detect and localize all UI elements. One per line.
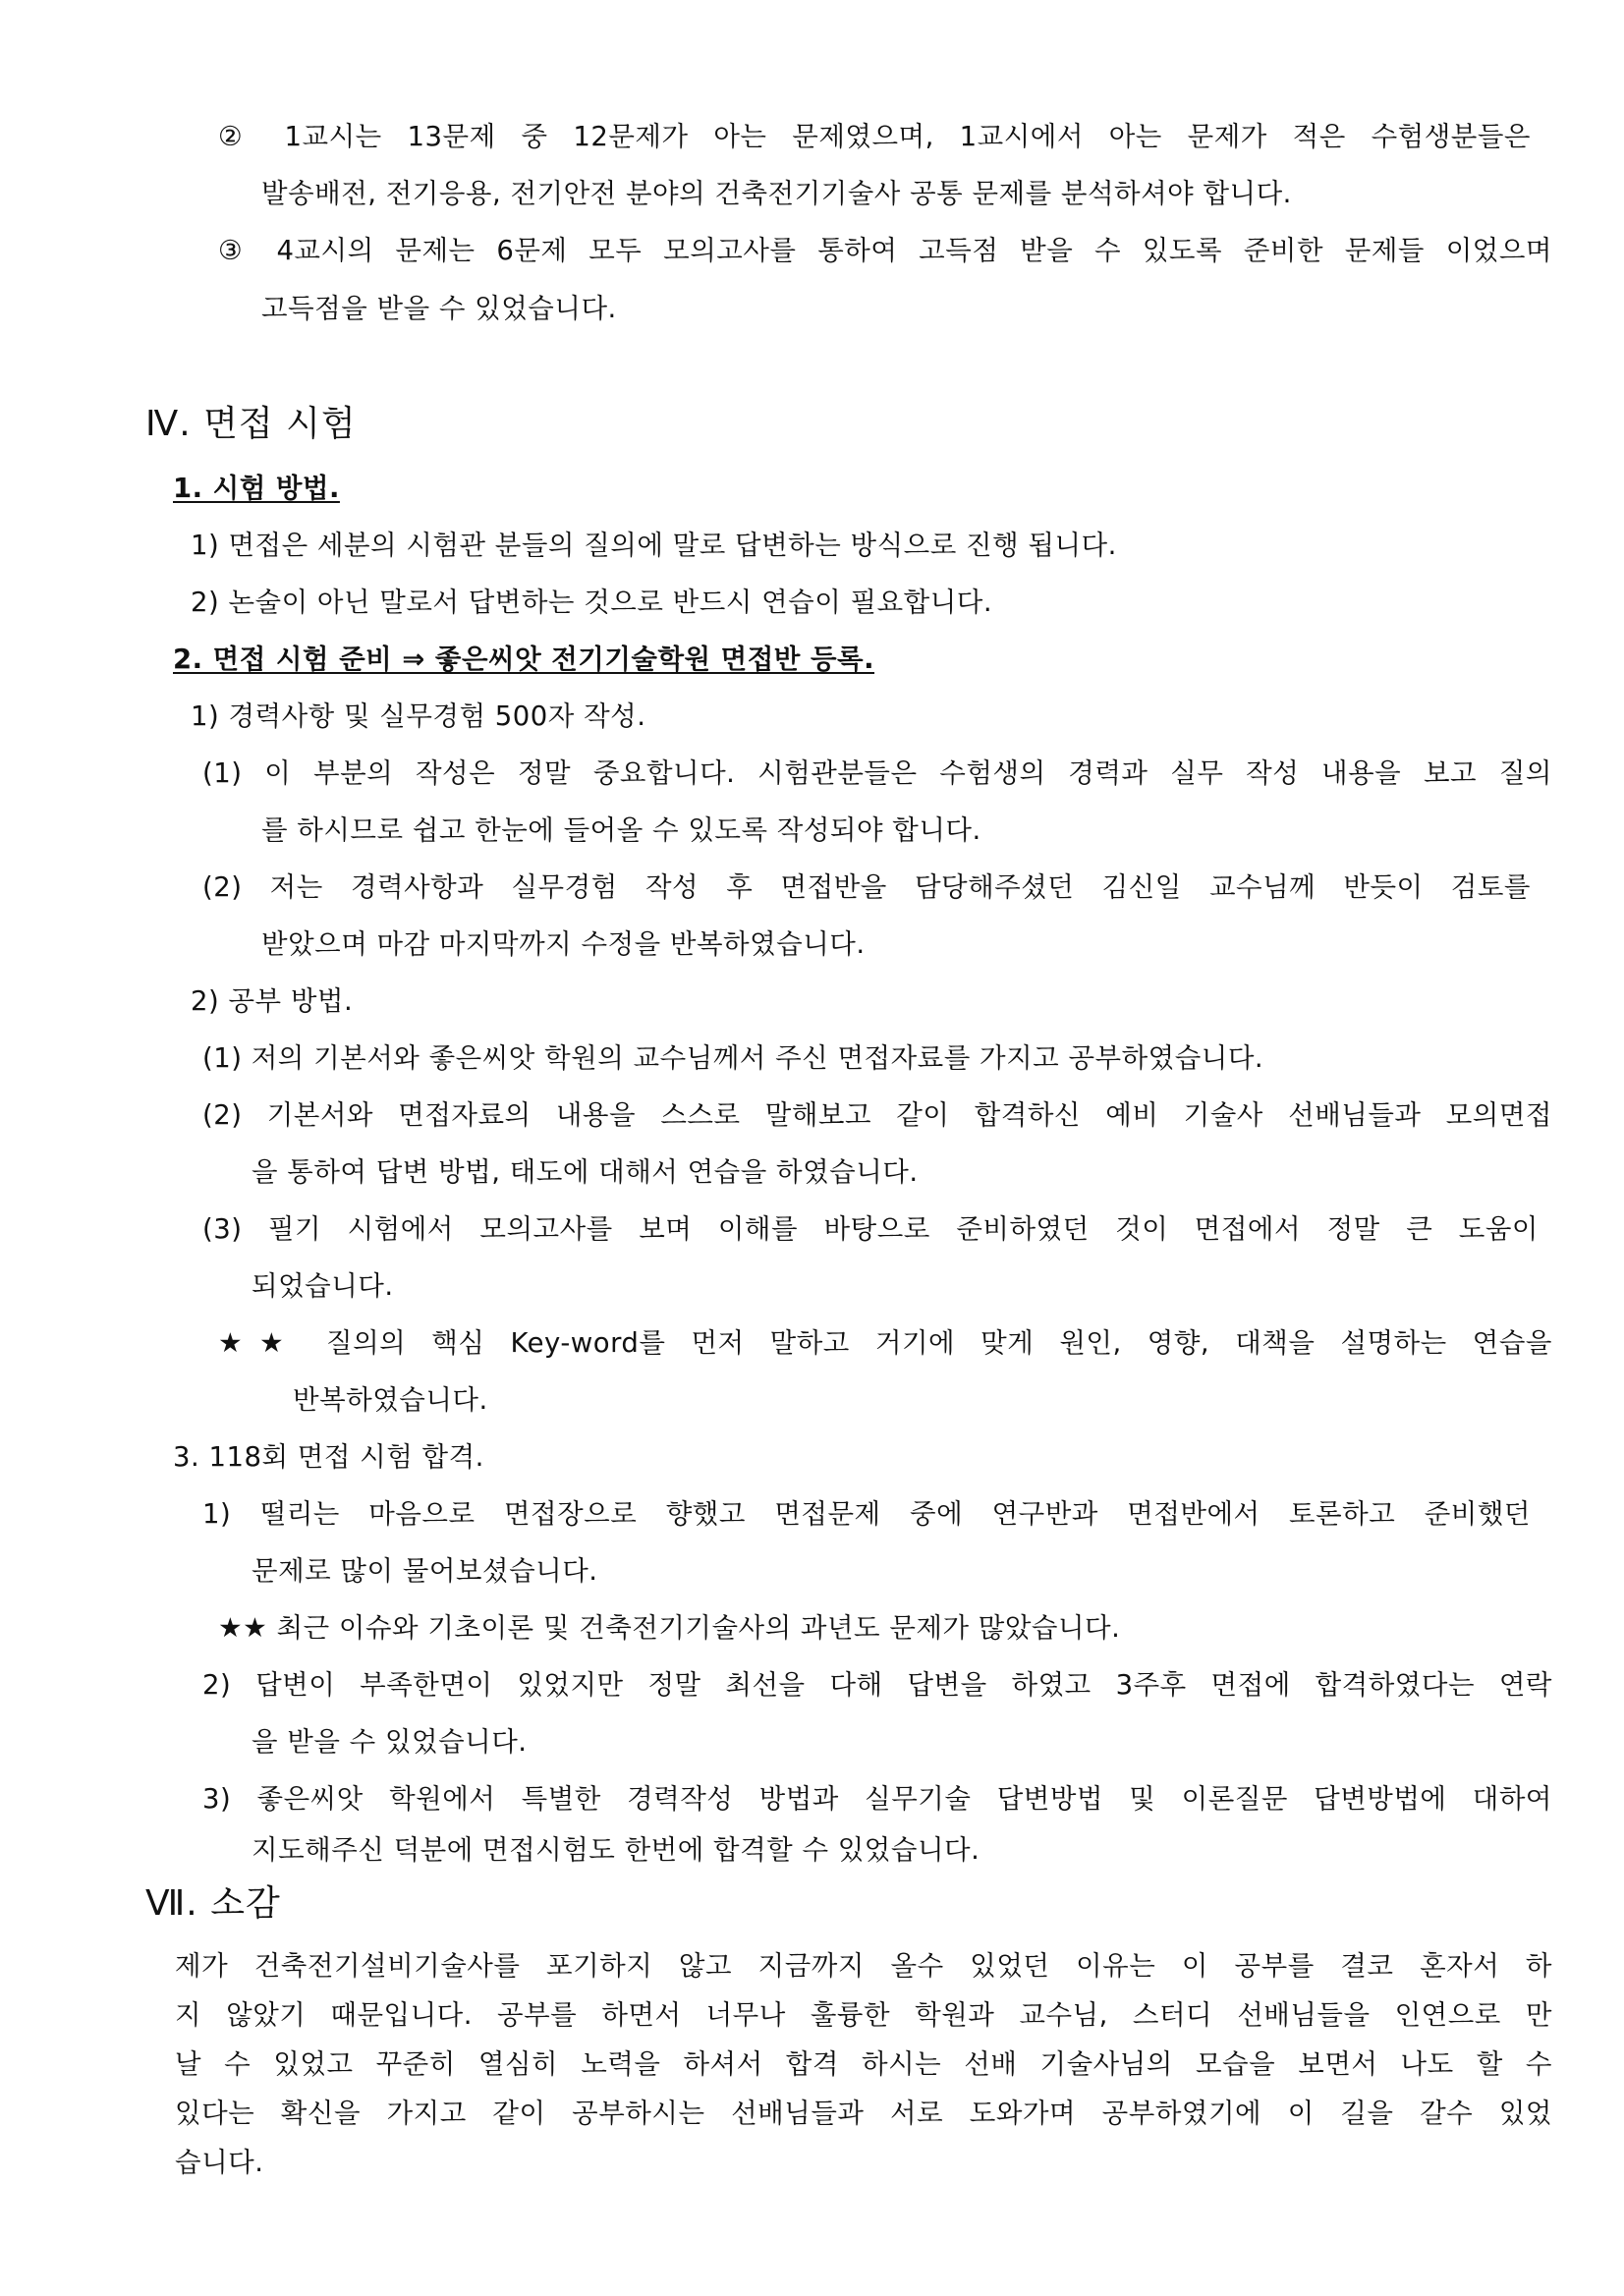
study-item-3-line-1: (3) 필기 시험에서 모의고사를 보며 이해를 바탕으로 준비하였던 것이 면접에서 정말 큰 도움이 xyxy=(202,1213,1539,1245)
exam-item-2-line-1: ② 1교시는 13문제 중 12문제가 아는 문제였으며, 1교시에서 아는 문제가 적은 수험생분들은 xyxy=(218,121,1531,152)
study-item-1: (1) 저의 기본서와 좋은씨앗 학원의 교수님께서 주신 면접자료를 가지고 공부하였습니다. xyxy=(202,1042,1264,1074)
method-item-1: 1) 면접은 세분의 시험관 분들의 질의에 말로 답변하는 방식으로 진행 됩니다. xyxy=(191,530,1117,561)
prep-item-1: 1) 경력사항 및 실무경험 500자 작성. xyxy=(191,700,646,732)
reflection-line-3: 날 수 있었고 꾸준히 열심히 노력을 하셔서 합격 하시는 선배 기술사님의 모습을 보면서 나도 할 수 xyxy=(175,2048,1552,2080)
section-4-heading: Ⅳ. 면접 시험 xyxy=(145,404,357,444)
pass-item-2-line-1: 2) 답변이 부족한면이 있었지만 정말 최선을 다해 답변을 하였고 3주후 면접에 합격하였다는 연락 xyxy=(202,1669,1552,1701)
exam-item-3-line-1: ③ 4교시의 문제는 6문제 모두 모의고사를 통하여 고득점 받을 수 있도록 준비한 문제들 이었으며 xyxy=(218,235,1552,266)
reflection-line-1: 제가 건축전기설비기술사를 포기하지 않고 지금까지 올수 있었던 이유는 이 공부를 결코 혼자서 하 xyxy=(175,1950,1552,1982)
pass-item-2-line-2: 을 받을 수 있었습니다. xyxy=(252,1726,528,1758)
subsection-3-title: 3. 118회 면접 시험 합격. xyxy=(173,1441,484,1473)
study-tip-line-1: ★★ 질의의 핵심 Key-word를 먼저 말하고 거기에 맞게 원인, 영향, 대책을 설명하는 연습을 xyxy=(218,1327,1552,1359)
section-7-heading: Ⅶ. 소감 xyxy=(145,1883,281,1924)
pass-item-3-line-1: 3) 좋은씨앗 학원에서 특별한 경력작성 방법과 실무기술 답변방법 및 이론질문 답변방법에 대하여 xyxy=(202,1783,1552,1815)
pass-tip: ★★ 최근 이슈와 기초이론 및 건축전기기술사의 과년도 문제가 많았습니다. xyxy=(218,1612,1121,1644)
pass-item-3-line-2: 지도해주신 덕분에 면접시험도 한번에 합격할 수 있었습니다. xyxy=(252,1834,980,1866)
study-item-2-line-2: 을 통하여 답변 방법, 태도에 대해서 연습을 하였습니다. xyxy=(252,1156,919,1188)
study-tip-line-2: 반복하였습니다. xyxy=(293,1384,488,1416)
exam-item-3-line-2: 고득점을 받을 수 있었습니다. xyxy=(261,293,617,324)
prep-item-1-2-line-1: (2) 저는 경력사항과 실무경험 작성 후 면접반을 담당해주셨던 김신일 교수님께 반듯이 검토를 xyxy=(202,871,1531,903)
method-item-2: 2) 논술이 아닌 말로서 답변하는 것으로 반드시 연습이 필요합니다. xyxy=(191,587,993,618)
subsection-1-title: 1. 시험 방법. xyxy=(173,473,340,504)
study-item-3-line-2: 되었습니다. xyxy=(252,1270,394,1302)
prep-item-1-1-line-2: 를 하시므로 쉽고 한눈에 들어올 수 있도록 작성되야 합니다. xyxy=(261,814,981,846)
pass-item-1-line-1: 1) 떨리는 마음으로 면접장으로 향했고 면접문제 중에 연구반과 면접반에서 토론하고 준비했던 xyxy=(202,1498,1531,1530)
exam-item-2-line-2: 발송배전, 전기응용, 전기안전 분야의 건축전기기술사 공통 문제를 분석하셔야 합니다. xyxy=(261,178,1292,209)
reflection-line-2: 지 않았기 때문입니다. 공부를 하면서 너무나 훌륭한 학원과 교수님, 스터디 선배님들을 인연으로 만 xyxy=(175,1999,1552,2031)
study-method-title: 2) 공부 방법. xyxy=(191,985,354,1017)
subsection-2-title: 2. 면접 시험 준비 ⇒ 좋은씨앗 전기기술학원 면접반 등록. xyxy=(173,644,875,675)
study-item-2-line-1: (2) 기본서와 면접자료의 내용을 스스로 말해보고 같이 합격하신 예비 기술사 선배님들과 모의면접 xyxy=(202,1099,1552,1131)
reflection-line-4: 있다는 확신을 가지고 같이 공부하시는 선배님들과 서로 도와가며 공부하였기에 이 길을 갈수 있었 xyxy=(175,2098,1552,2129)
pass-item-1-line-2: 문제로 많이 물어보셨습니다. xyxy=(252,1555,598,1587)
reflection-line-5: 습니다. xyxy=(175,2147,264,2178)
prep-item-1-1-line-1: (1) 이 부분의 작성은 정말 중요합니다. 시험관분들은 수험생의 경력과 실무 작성 내용을 보고 질의 xyxy=(202,757,1552,789)
prep-item-1-2-line-2: 받았으며 마감 마지막까지 수정을 반복하였습니다. xyxy=(261,928,866,960)
